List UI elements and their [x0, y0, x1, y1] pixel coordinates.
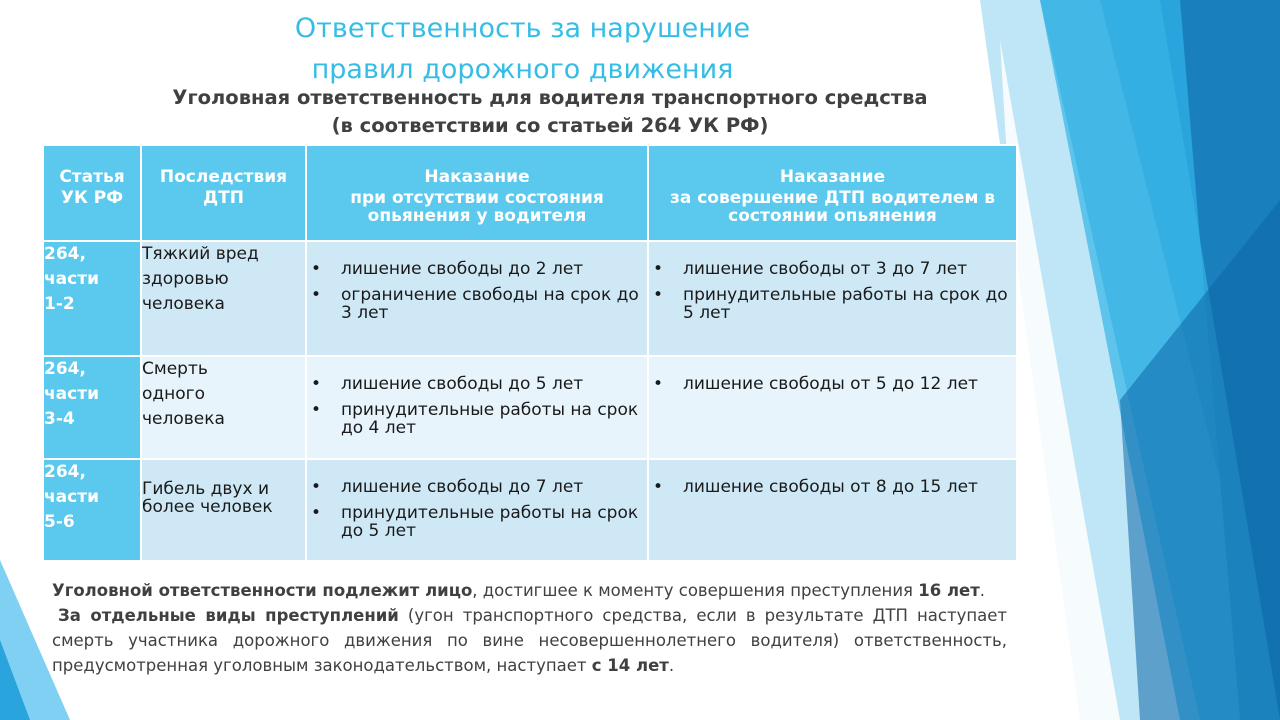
article-cell: 264, части 5-6 [43, 459, 141, 561]
header-article: Статья УК РФ [43, 145, 141, 241]
list-item: • принудительные работы на срок до 5 лет [653, 285, 1008, 323]
table-row [43, 241, 1017, 356]
header-consequences: Последствия ДТП [141, 145, 306, 241]
footnote-paragraph-1: Уголовной ответственности подлежит лицо, достигшее к моменту совершения преступления 16 лет. [52, 581, 986, 600]
list-item: • лишение свободы до 5 лет [311, 374, 584, 394]
list-item: • принудительные работы на срок до 5 лет [311, 503, 639, 541]
bullet-icon: • [653, 374, 664, 394]
footnote [52, 578, 1007, 678]
consequence-cell: Тяжкий вред здоровью человека [141, 241, 306, 356]
drunk-punishment-cell [648, 459, 1017, 561]
list-item: • принудительные работы на срок до 4 лет [311, 400, 639, 438]
table-row [43, 356, 1017, 459]
list-item: • лишение свободы до 2 лет [311, 259, 584, 279]
bullet-icon: • [653, 477, 664, 497]
title-line-1: Ответственность за нарушение [294, 13, 751, 44]
list-item: • лишение свободы от 8 до 15 лет [653, 477, 978, 497]
article-cell: 264, части 3-4 [43, 356, 141, 459]
list-item: • лишение свободы от 5 до 12 лет [653, 374, 978, 394]
liability-table [42, 144, 1018, 562]
sober-punishment-cell [306, 356, 648, 459]
article-cell: 264, части 1-2 [43, 241, 141, 356]
title-line-2: правил дорожного движения [311, 54, 734, 85]
list-item: • лишение свободы до 7 лет [311, 477, 584, 497]
list-item: • ограничение свободы на срок до 3 лет [311, 285, 639, 323]
bullet-icon: • [311, 477, 322, 497]
bullet-icon: • [653, 285, 664, 305]
subtitle-line-2: (в соответствии со статьей 264 УК РФ) [331, 114, 769, 137]
table-row [43, 459, 1017, 561]
header-drunk-punishment: Наказание за совершение ДТП водителем в состоянии опьянения [648, 145, 1017, 241]
bullet-icon: • [311, 503, 322, 523]
bullet-icon: • [311, 374, 322, 394]
table-header-row [43, 145, 1017, 241]
sober-punishment-cell [306, 241, 648, 356]
bullet-icon: • [653, 259, 664, 279]
bullet-icon: • [311, 285, 322, 305]
header-sober-punishment: Наказание при отсутствии состояния опьянения у водителя [306, 145, 648, 241]
consequence-cell: Смерть одного человека [141, 356, 306, 459]
list-item: • лишение свободы от 3 до 7 лет [653, 259, 968, 279]
bullet-icon: • [311, 259, 322, 279]
drunk-punishment-cell [648, 356, 1017, 459]
bullet-icon: • [311, 400, 322, 420]
slide-title [160, 8, 885, 90]
drunk-punishment-cell [648, 241, 1017, 356]
footnote-paragraph-2: За отдельные виды преступлений (угон транспортного средства, если в результате ДТП наступает смерть участника дорожного движения по вине несовершеннолетнего водителя) ответственность, предусмотренная уголовным законодательством, наступает с 14 лет. [52, 606, 1008, 675]
slide-subtitle [120, 84, 980, 140]
sober-punishment-cell [306, 459, 648, 561]
consequence-cell: Гибель двух и более человек [141, 459, 306, 561]
subtitle-line-1: Уголовная ответственность для водителя транспортного средства [172, 86, 928, 109]
